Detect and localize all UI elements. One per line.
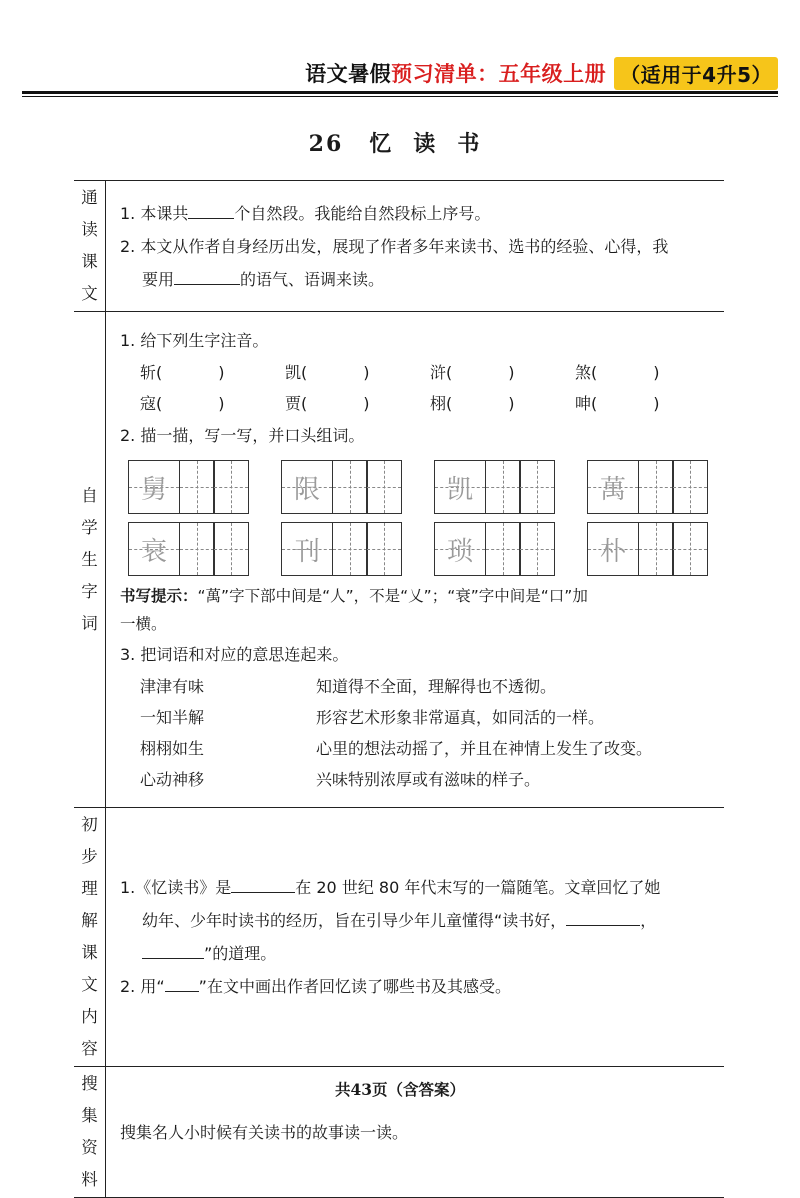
tracing-box[interactable] — [587, 460, 708, 514]
pinyin-item: 贾( ) — [285, 394, 370, 413]
question-2: 2. 本文从作者自身经历出发，展现了作者多年来读书、选书的经验、心得，我 — [120, 236, 669, 256]
pinyin-item: 寇( ) — [140, 394, 225, 413]
tracing-box[interactable] — [434, 522, 555, 576]
header-grade-badge: （适用于4升5） — [614, 57, 778, 90]
tracing-box[interactable] — [281, 460, 402, 514]
match-meaning[interactable]: 知道得不全面，理解得也不透彻。 — [316, 677, 557, 696]
section-label: 通读 课文 — [74, 181, 106, 312]
section-label: 自 学 生 字 词 — [74, 312, 106, 808]
trace-cell: 凯 — [434, 460, 486, 514]
write-cell[interactable] — [213, 460, 249, 514]
lesson-title — [0, 127, 800, 158]
answer-blank[interactable] — [142, 940, 204, 959]
match-word[interactable]: 栩栩如生 — [140, 739, 205, 758]
tracing-box[interactable] — [128, 460, 249, 514]
trace-cell: 萬 — [587, 460, 639, 514]
question-2-cont: 要用 的语气、语调来读。 — [120, 263, 720, 296]
section-tongdu — [74, 181, 724, 312]
trace-cell: 琐 — [434, 522, 486, 576]
tracing-box[interactable] — [587, 522, 708, 576]
lesson-number: 26 — [308, 131, 344, 157]
write-cell[interactable] — [366, 522, 402, 576]
trace-cell: 刊 — [281, 522, 333, 576]
section-content — [106, 312, 725, 808]
write-cell[interactable] — [485, 460, 521, 514]
answer-blank[interactable] — [566, 907, 640, 926]
answer-blank[interactable] — [231, 874, 295, 893]
tracing-row-1 — [128, 460, 720, 514]
tracing-row-2 — [128, 522, 720, 576]
page-header — [305, 56, 778, 90]
write-cell[interactable] — [366, 460, 402, 514]
answer-blank[interactable] — [188, 200, 234, 219]
write-cell[interactable] — [179, 522, 215, 576]
question-1-cont: 幼年、少年时读书的经历，旨在引导少年儿童懂得“读书好， ， — [120, 904, 720, 937]
trace-cell: 舅 — [128, 460, 180, 514]
question-1: 1. 给下列生字注音。 — [120, 331, 269, 350]
section-content — [106, 181, 725, 312]
header-rule-thick — [22, 91, 778, 94]
section-content — [106, 808, 725, 1067]
write-cell[interactable] — [485, 522, 521, 576]
question-2: 2. 描一描，写一写，并口头组词。 — [120, 426, 365, 445]
pinyin-grid — [140, 357, 720, 419]
write-cell[interactable] — [213, 522, 249, 576]
pinyin-item: 呻( ) — [575, 394, 660, 413]
pinyin-item: 浒( ) — [430, 363, 515, 382]
question-1-cont2: ”的道理。 — [120, 937, 720, 970]
section-chubu — [74, 808, 724, 1067]
question-2: 2. 用“ ”在文中画出作者回忆读了哪些书及其感受。 — [120, 970, 720, 1003]
write-cell[interactable] — [672, 460, 708, 514]
trace-cell: 朴 — [587, 522, 639, 576]
write-cell[interactable] — [672, 522, 708, 576]
word-matching — [140, 671, 720, 795]
writing-tip: 书写提示：“萬”字下部中间是“人”，不是“乂”；“衰”字中间是“口”加 一横。 — [120, 587, 588, 633]
match-meaning[interactable]: 形容艺术形象非常逼真，如同活的一样。 — [316, 708, 605, 727]
question-3: 3. 把词语和对应的意思连起来。 — [120, 645, 349, 664]
page-footer: 共43页（含答案） — [334, 1080, 466, 1099]
write-cell[interactable] — [332, 522, 368, 576]
write-cell[interactable] — [638, 522, 674, 576]
header-title-main: 预习清单：五年级上册 — [391, 62, 607, 86]
match-word[interactable]: 津津有味 — [140, 677, 205, 696]
tracing-box[interactable] — [128, 522, 249, 576]
write-cell[interactable] — [179, 460, 215, 514]
header-title-prefix: 语文暑假 — [305, 62, 392, 86]
write-cell[interactable] — [519, 460, 555, 514]
write-cell[interactable] — [638, 460, 674, 514]
pinyin-item: 斩( ) — [140, 363, 225, 382]
title-char: 书 — [457, 131, 482, 157]
pinyin-item: 煞( ) — [575, 363, 660, 382]
match-meaning[interactable]: 心里的想法动摇了，并且在神情上发生了改变。 — [316, 739, 653, 758]
trace-cell: 限 — [281, 460, 333, 514]
tracing-box[interactable] — [434, 460, 555, 514]
answer-blank[interactable] — [174, 266, 240, 285]
write-cell[interactable] — [519, 522, 555, 576]
question-1: 1.《忆读书》是 在 20 世纪 80 年代末写的一篇随笔。文章回忆了她 — [120, 871, 720, 904]
collect-task: 搜集名人小时候有关读书的故事读一读。 — [120, 1122, 409, 1142]
match-meaning[interactable]: 兴味特别浓厚或有滋味的样子。 — [316, 770, 541, 789]
question-1: 1. 本课共 个自然段。我能给自然段标上序号。 — [120, 197, 720, 230]
trace-cell: 衰 — [128, 522, 180, 576]
underline-sample — [165, 973, 199, 992]
section-label: 搜集 资料 — [74, 1067, 106, 1198]
section-zixue — [74, 312, 724, 808]
write-cell[interactable] — [332, 460, 368, 514]
worksheet-table — [74, 180, 724, 1198]
pinyin-item: 凯( ) — [285, 363, 370, 382]
match-word[interactable]: 心动神移 — [140, 770, 205, 789]
title-char: 忆 — [369, 131, 394, 157]
section-label: 初步 理解 课文 内容 — [74, 808, 106, 1067]
header-rule-thin — [22, 96, 778, 97]
pinyin-item: 栩( ) — [430, 394, 515, 413]
title-char: 读 — [413, 131, 438, 157]
match-word[interactable]: 一知半解 — [140, 708, 205, 727]
tracing-box[interactable] — [281, 522, 402, 576]
